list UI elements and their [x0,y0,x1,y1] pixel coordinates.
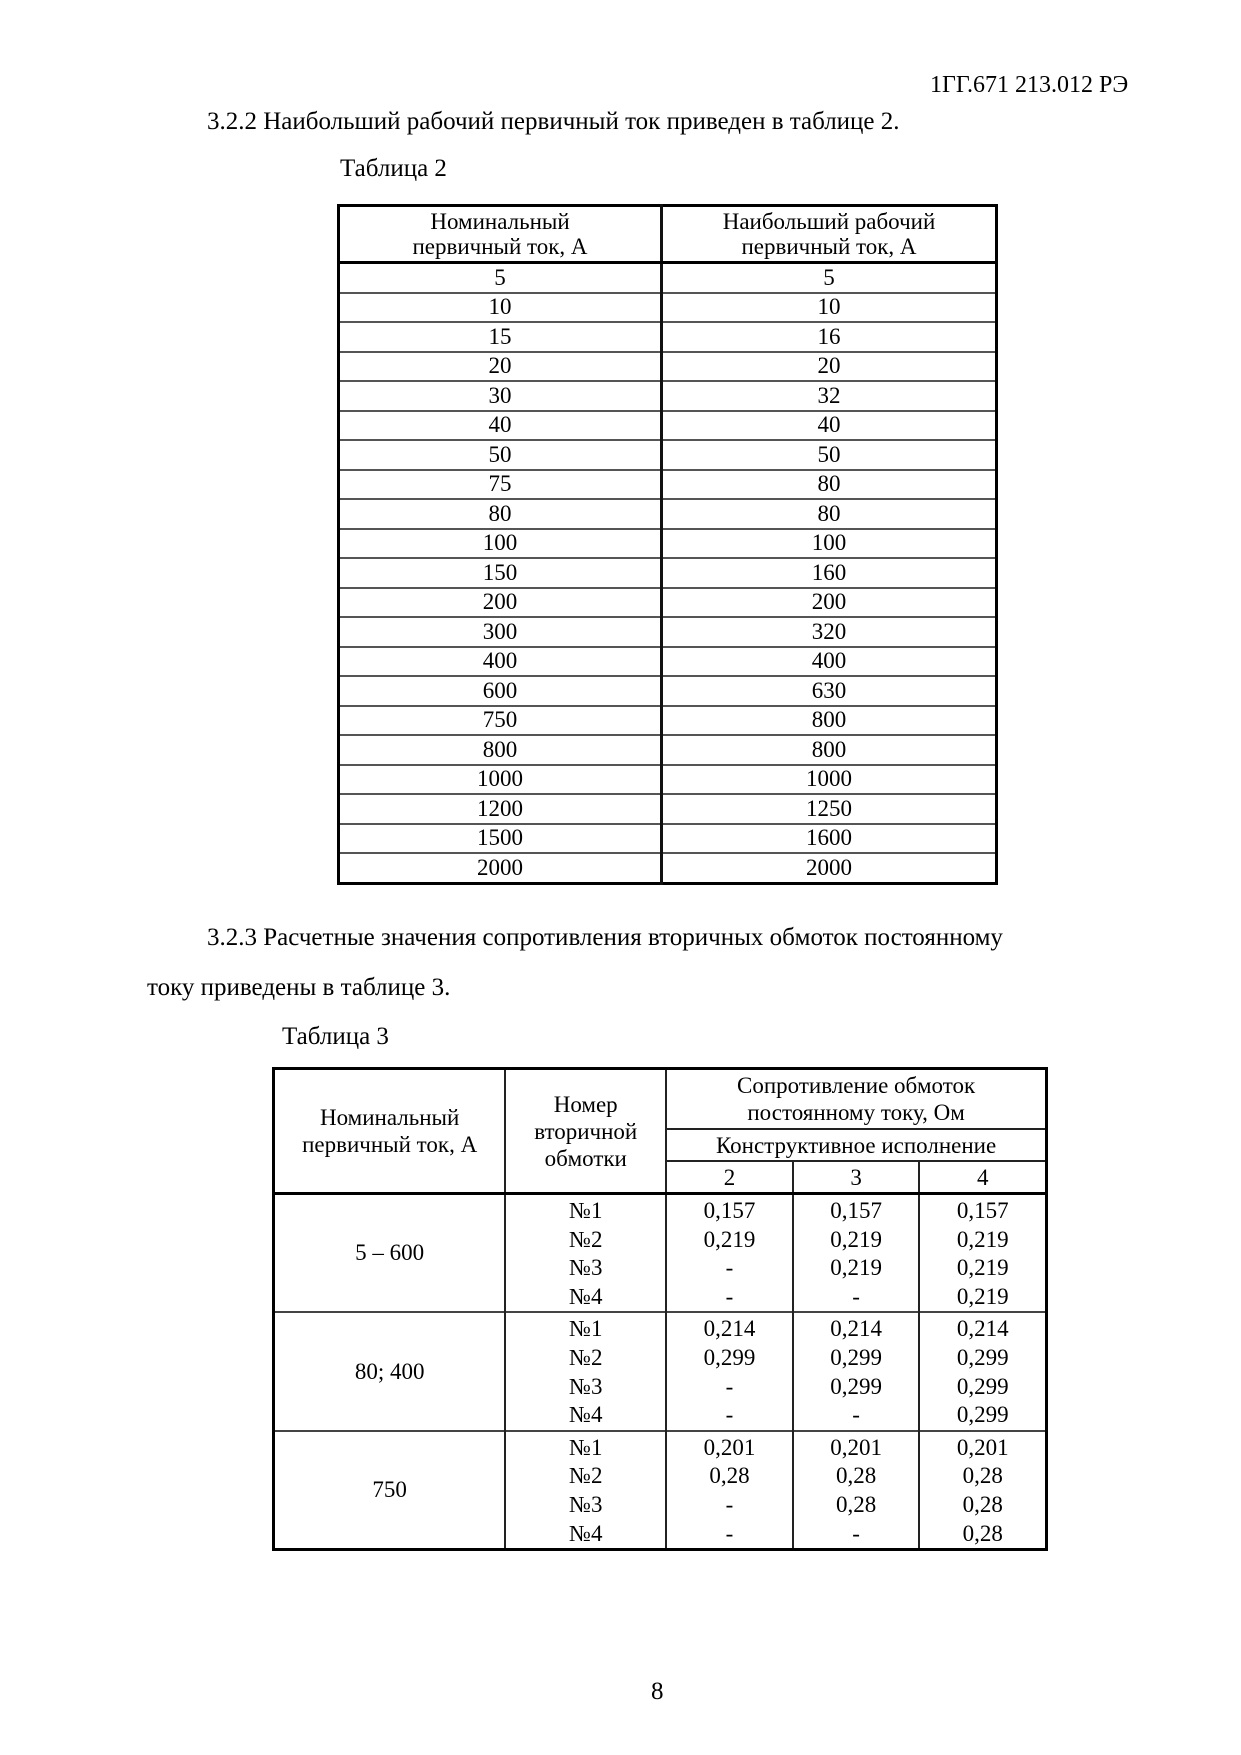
nominal-current-cell: 50 [339,440,662,470]
nominal-current-cell: 1000 [339,765,662,795]
table-3-header-variant-4: 4 [919,1161,1046,1194]
nominal-current-cell: 5 – 600 [274,1194,506,1313]
nominal-current-cell: 30 [339,381,662,411]
nominal-current-cell: 750 [339,706,662,736]
max-working-current-cell: 1250 [662,794,997,824]
resistance-value: 0,219 [956,1226,1009,1252]
winding-number: №3 [569,1255,603,1281]
nominal-current-cell: 400 [339,647,662,677]
table-3-winding-resistance [272,1067,1048,1551]
table-row [339,529,997,559]
table-row [339,735,997,765]
max-working-current-cell: 320 [662,617,997,647]
resistance-value: - [852,1402,860,1428]
table-3-header-row-1 [274,1069,1047,1130]
max-working-current-cell: 5 [662,263,997,293]
page-number: 8 [651,1678,664,1705]
resistance-value: - [852,1520,860,1546]
resistance-value: 0,219 [956,1255,1009,1281]
resistance-value: 0,299 [956,1373,1009,1399]
resistance-cell-v3 [793,1312,920,1430]
paragraph-3-2-3-line-1: 3.2.3 Расчетные значения сопротивления вторичных обмоток постоянному [207,924,1003,951]
resistance-cell-v3 [793,1194,920,1313]
winding-number: №4 [569,1402,603,1428]
resistance-value: 0,299 [703,1344,756,1370]
nominal-current-cell: 200 [339,588,662,618]
resistance-value: 0,201 [956,1434,1009,1460]
table-row [339,617,997,647]
winding-number: №4 [569,1283,603,1309]
table-row [339,381,997,411]
max-working-current-cell: 40 [662,411,997,441]
max-working-current-cell: 400 [662,647,997,677]
max-working-current-cell: 1000 [662,765,997,795]
resistance-value: - [725,1373,734,1399]
nominal-current-cell: 5 [339,263,662,293]
resistance-cell-v4 [919,1312,1046,1430]
max-working-current-cell: 50 [662,440,997,470]
winding-number-cell [505,1431,666,1550]
nominal-current-cell: 150 [339,558,662,588]
resistance-value: - [725,1283,734,1309]
resistance-value: 0,219 [956,1283,1009,1309]
resistance-value: - [852,1283,860,1309]
winding-number: №2 [569,1344,603,1370]
nominal-current-cell: 40 [339,411,662,441]
resistance-cell-v4 [919,1431,1046,1550]
winding-number-cell [505,1312,666,1430]
max-working-current-cell: 20 [662,352,997,382]
table-3-header-variant-3: 3 [793,1161,920,1194]
resistance-value: 0,157 [956,1198,1009,1223]
table-row-group [274,1194,1047,1313]
max-working-current-cell: 10 [662,293,997,323]
resistance-value: 0,201 [830,1434,882,1460]
resistance-value: 0,219 [830,1226,882,1252]
resistance-cell-v4 [919,1194,1046,1313]
table-2-max-working-current [337,204,998,885]
nominal-current-cell: 1200 [339,794,662,824]
max-working-current-cell: 160 [662,558,997,588]
winding-number: №3 [569,1491,603,1517]
nominal-current-cell: 750 [274,1431,506,1550]
table-3-header-design-version: Конструктивное исполнение [666,1129,1046,1161]
resistance-value: 0,28 [709,1463,750,1489]
table-row [339,853,997,883]
table-row [339,824,997,854]
max-working-current-cell: 800 [662,735,997,765]
nominal-current-cell: 20 [339,352,662,382]
nominal-current-cell: 10 [339,293,662,323]
max-working-current-cell: 16 [662,322,997,352]
table-2-body [339,263,997,884]
nominal-current-cell: 300 [339,617,662,647]
table-row [339,765,997,795]
resistance-value: 0,299 [830,1373,882,1399]
table-row-group [274,1431,1047,1550]
resistance-value: 0,299 [956,1402,1009,1428]
table-row [339,293,997,323]
nominal-current-cell: 15 [339,322,662,352]
winding-number: №2 [569,1463,603,1489]
paragraph-3-2-2: 3.2.2 Наибольший рабочий первичный ток приведен в таблице 2. [207,108,900,135]
resistance-value: 0,219 [830,1255,882,1281]
max-working-current-cell: 100 [662,529,997,559]
nominal-current-cell: 600 [339,676,662,706]
resistance-value: 0,28 [835,1491,877,1517]
nominal-current-cell: 1500 [339,824,662,854]
table-3-header-variant-2: 2 [666,1161,793,1194]
winding-number-cell [505,1194,666,1313]
winding-number: №1 [569,1198,603,1223]
resistance-value: - [725,1402,734,1428]
table-3-header-resistance: Сопротивление обмоток постоянному току, Ом [666,1069,1046,1130]
resistance-cell-v2 [666,1194,793,1313]
table-row [339,263,997,293]
resistance-value: 0,299 [956,1344,1009,1370]
nominal-current-cell: 2000 [339,853,662,883]
resistance-value: - [725,1255,734,1281]
resistance-cell-v3 [793,1431,920,1550]
table-row [339,588,997,618]
resistance-value: 0,157 [830,1198,882,1223]
resistance-cell-v2 [666,1431,793,1550]
winding-number: №4 [569,1520,603,1546]
table-row [339,470,997,500]
resistance-value: 0,28 [835,1463,877,1489]
resistance-cell-v2 [666,1312,793,1430]
max-working-current-cell: 80 [662,499,997,529]
table-row [339,499,997,529]
table-row [339,706,997,736]
resistance-value: 0,157 [703,1198,756,1223]
max-working-current-cell: 1600 [662,824,997,854]
table-row [339,558,997,588]
winding-number: №2 [569,1226,603,1252]
winding-number: №1 [569,1434,603,1460]
resistance-value: 0,28 [962,1491,1003,1517]
resistance-value: 0,214 [703,1316,756,1342]
table-row [339,647,997,677]
resistance-value: 0,214 [956,1316,1009,1342]
max-working-current-cell: 200 [662,588,997,618]
table-2-header-nominal-current: Номинальный первичный ток, А [339,206,662,263]
table-row [339,440,997,470]
table-2-header-max-working-current: Наибольший рабочий первичный ток, А [662,206,997,263]
max-working-current-cell: 800 [662,706,997,736]
resistance-value: - [725,1491,734,1517]
table-row [339,322,997,352]
table-row [339,411,997,441]
table-3-caption: Таблица 3 [282,1023,389,1050]
table-row [339,794,997,824]
max-working-current-cell: 630 [662,676,997,706]
winding-number: №3 [569,1373,603,1399]
table-row [339,352,997,382]
resistance-value: 0,201 [703,1434,756,1460]
table-2-header-row [339,206,997,263]
table-3-body [274,1194,1047,1550]
nominal-current-cell: 800 [339,735,662,765]
nominal-current-cell: 80; 400 [274,1312,506,1430]
max-working-current-cell: 80 [662,470,997,500]
nominal-current-cell: 80 [339,499,662,529]
table-row [339,676,997,706]
table-3-header-winding-number: Номер вторичной обмотки [505,1069,666,1194]
document-number: 1ГГ.671 213.012 РЭ [930,72,1129,98]
resistance-value: 0,219 [703,1226,756,1252]
resistance-value: 0,299 [830,1344,882,1370]
winding-number: №1 [569,1316,603,1342]
max-working-current-cell: 2000 [662,853,997,883]
resistance-value: 0,28 [962,1463,1003,1489]
nominal-current-cell: 100 [339,529,662,559]
resistance-value: 0,28 [962,1520,1003,1546]
resistance-value: 0,214 [830,1316,882,1342]
paragraph-3-2-3-line-2: току приведены в таблице 3. [147,974,451,1001]
table-row-group [274,1312,1047,1430]
resistance-value: - [725,1520,734,1546]
nominal-current-cell: 75 [339,470,662,500]
max-working-current-cell: 32 [662,381,997,411]
table-3-header-nominal-current: Номинальный первичный ток, А [274,1069,506,1194]
table-2-caption: Таблица 2 [340,155,447,182]
